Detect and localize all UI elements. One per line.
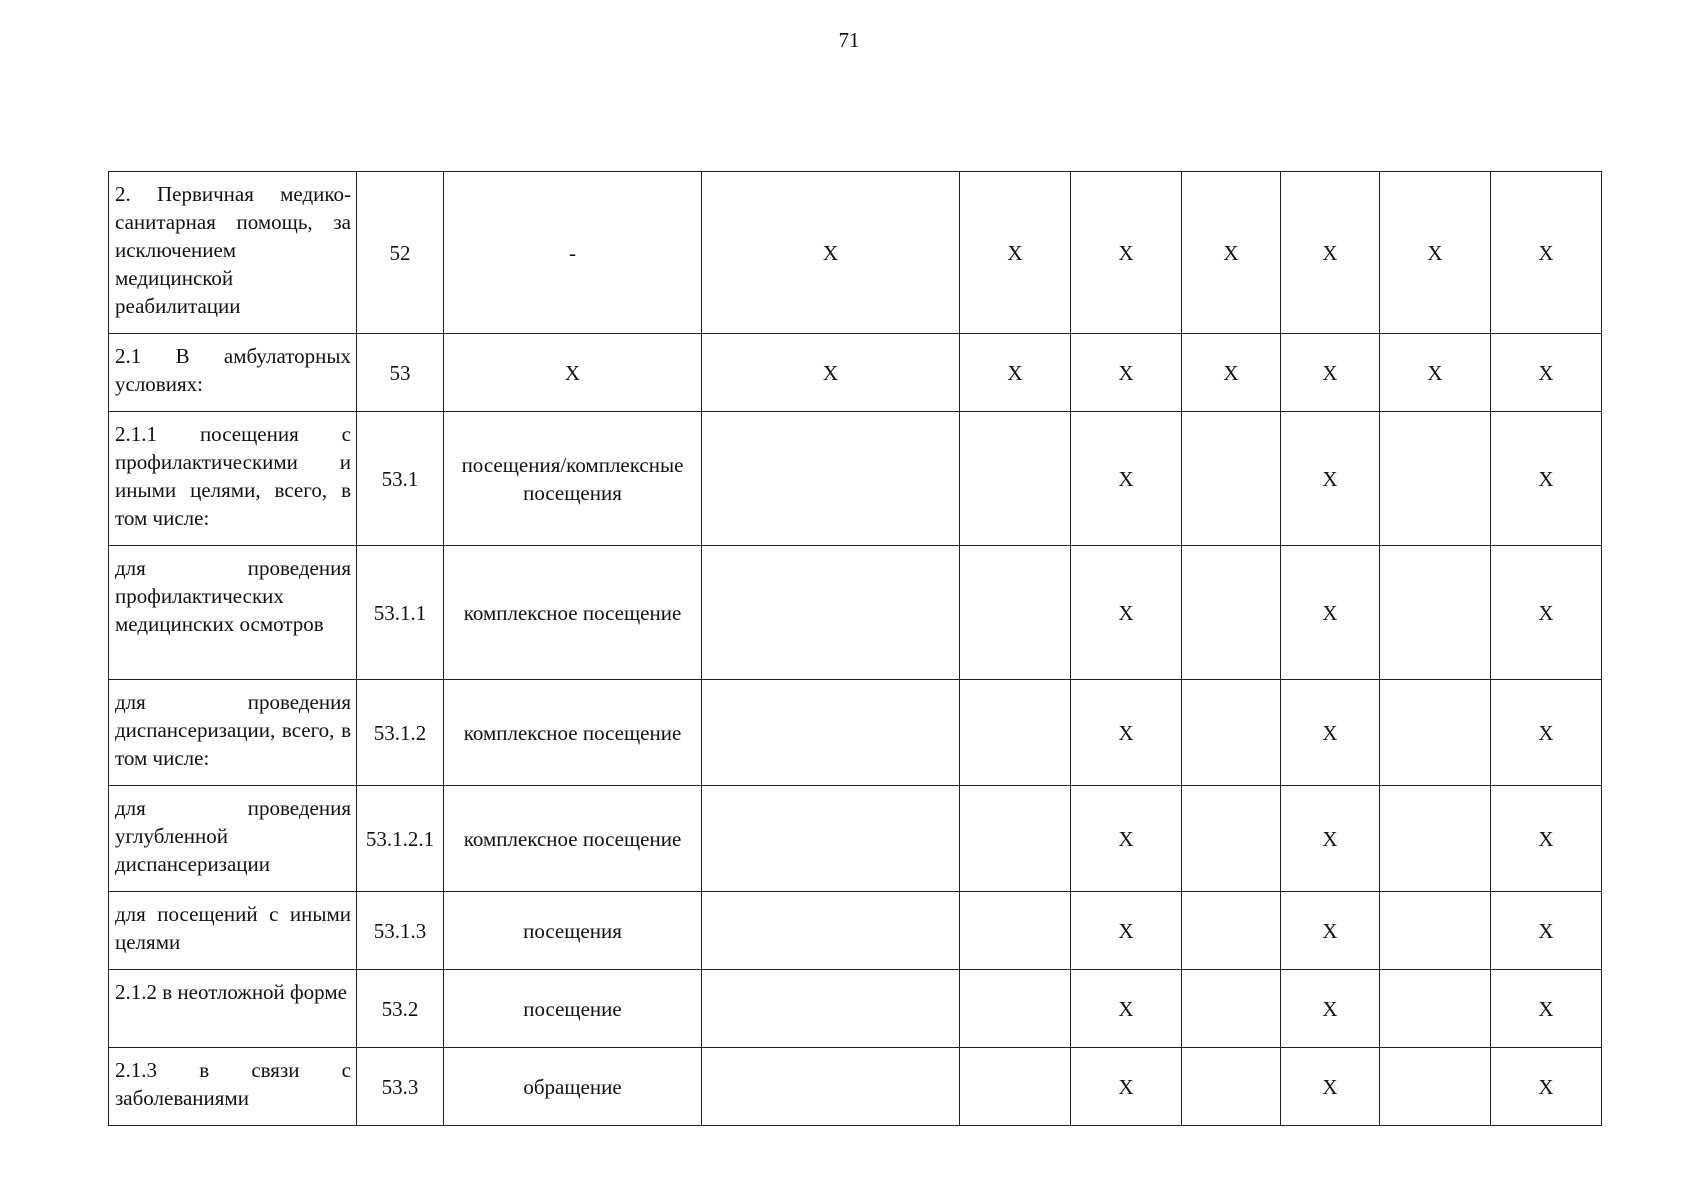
value-cell-5 [960, 786, 1071, 892]
row-name-cell: для проведения углубленной диспансеризации [109, 786, 357, 892]
value-cell-7 [1182, 546, 1281, 680]
value-cell-6: Х [1071, 172, 1182, 334]
table-row [109, 892, 1602, 970]
row-code-cell: 53 [357, 334, 444, 412]
value-cell-4 [702, 970, 960, 1048]
row-unit-cell: посещение [444, 970, 702, 1048]
value-cell-4 [702, 546, 960, 680]
value-cell-8: Х [1281, 970, 1380, 1048]
row-code-cell: 53.2 [357, 970, 444, 1048]
indicators-table [108, 171, 1602, 1126]
value-cell-6: Х [1071, 1048, 1182, 1126]
row-code-cell: 53.1.3 [357, 892, 444, 970]
value-cell-4 [702, 680, 960, 786]
table-row [109, 786, 1602, 892]
table-row [109, 546, 1602, 680]
value-cell-6: Х [1071, 786, 1182, 892]
value-cell-7 [1182, 786, 1281, 892]
table-row [109, 970, 1602, 1048]
value-cell-9 [1380, 970, 1491, 1048]
value-cell-8: Х [1281, 892, 1380, 970]
value-cell-5 [960, 546, 1071, 680]
value-cell-4 [702, 412, 960, 546]
table-row [109, 334, 1602, 412]
value-cell-5: Х [960, 172, 1071, 334]
value-cell-4: Х [702, 172, 960, 334]
row-name-cell: 2.1 В амбулаторных условиях: [109, 334, 357, 412]
value-cell-5 [960, 970, 1071, 1048]
value-cell-10: Х [1491, 334, 1602, 412]
value-cell-9: Х [1380, 334, 1491, 412]
value-cell-10: Х [1491, 1048, 1602, 1126]
table-row [109, 1048, 1602, 1126]
row-name-cell: 2. Первичная медико-санитарная помощь, за исключением медицинской реабилитации [109, 172, 357, 334]
value-cell-4: Х [702, 334, 960, 412]
value-cell-6: Х [1071, 680, 1182, 786]
value-cell-7: Х [1182, 334, 1281, 412]
value-cell-5: Х [960, 334, 1071, 412]
value-cell-10: Х [1491, 546, 1602, 680]
value-cell-6: Х [1071, 546, 1182, 680]
row-name-cell: для проведения профилактических медицинских осмотров [109, 546, 357, 680]
value-cell-10: Х [1491, 970, 1602, 1048]
value-cell-10: Х [1491, 680, 1602, 786]
value-cell-7 [1182, 680, 1281, 786]
value-cell-8: Х [1281, 680, 1380, 786]
value-cell-6: Х [1071, 970, 1182, 1048]
value-cell-7: Х [1182, 172, 1281, 334]
value-cell-8: Х [1281, 412, 1380, 546]
value-cell-9 [1380, 680, 1491, 786]
row-name-cell: для проведения диспансеризации, всего, в том числе: [109, 680, 357, 786]
row-code-cell: 53.1.2 [357, 680, 444, 786]
value-cell-9 [1380, 786, 1491, 892]
row-unit-cell: комплексное посещение [444, 546, 702, 680]
row-code-cell: 53.1 [357, 412, 444, 546]
value-cell-7 [1182, 892, 1281, 970]
table-body [109, 172, 1602, 1126]
value-cell-6: Х [1071, 892, 1182, 970]
value-cell-8: Х [1281, 334, 1380, 412]
value-cell-8: Х [1281, 172, 1380, 334]
table-row [109, 172, 1602, 334]
row-unit-cell: посещения/комплексные посещения [444, 412, 702, 546]
row-name-cell: 2.1.1 посещения с профилактическими и иными целями, всего, в том числе: [109, 412, 357, 546]
value-cell-10: Х [1491, 172, 1602, 334]
value-cell-5 [960, 412, 1071, 546]
row-code-cell: 52 [357, 172, 444, 334]
value-cell-9 [1380, 412, 1491, 546]
value-cell-4 [702, 786, 960, 892]
value-cell-10: Х [1491, 786, 1602, 892]
value-cell-7 [1182, 412, 1281, 546]
value-cell-5 [960, 892, 1071, 970]
row-unit-cell: Х [444, 334, 702, 412]
value-cell-4 [702, 1048, 960, 1126]
value-cell-9 [1380, 892, 1491, 970]
table-row [109, 680, 1602, 786]
table-row [109, 412, 1602, 546]
value-cell-10: Х [1491, 412, 1602, 546]
value-cell-5 [960, 1048, 1071, 1126]
value-cell-8: Х [1281, 546, 1380, 680]
row-unit-cell: посещения [444, 892, 702, 970]
row-name-cell: 2.1.2 в неотложной форме [109, 970, 357, 1048]
row-unit-cell: - [444, 172, 702, 334]
row-name-cell: для посещений с иными целями [109, 892, 357, 970]
value-cell-7 [1182, 1048, 1281, 1126]
value-cell-9: Х [1380, 172, 1491, 334]
value-cell-8: Х [1281, 1048, 1380, 1126]
row-code-cell: 53.3 [357, 1048, 444, 1126]
row-unit-cell: обращение [444, 1048, 702, 1126]
row-name-cell: 2.1.3 в связи с заболеваниями [109, 1048, 357, 1126]
value-cell-8: Х [1281, 786, 1380, 892]
value-cell-5 [960, 680, 1071, 786]
row-unit-cell: комплексное посещение [444, 786, 702, 892]
row-code-cell: 53.1.2.1 [357, 786, 444, 892]
value-cell-4 [702, 892, 960, 970]
value-cell-6: Х [1071, 334, 1182, 412]
value-cell-9 [1380, 546, 1491, 680]
row-code-cell: 53.1.1 [357, 546, 444, 680]
page-number: 71 [838, 28, 860, 52]
value-cell-6: Х [1071, 412, 1182, 546]
value-cell-7 [1182, 970, 1281, 1048]
value-cell-9 [1380, 1048, 1491, 1126]
value-cell-10: Х [1491, 892, 1602, 970]
row-unit-cell: комплексное посещение [444, 680, 702, 786]
